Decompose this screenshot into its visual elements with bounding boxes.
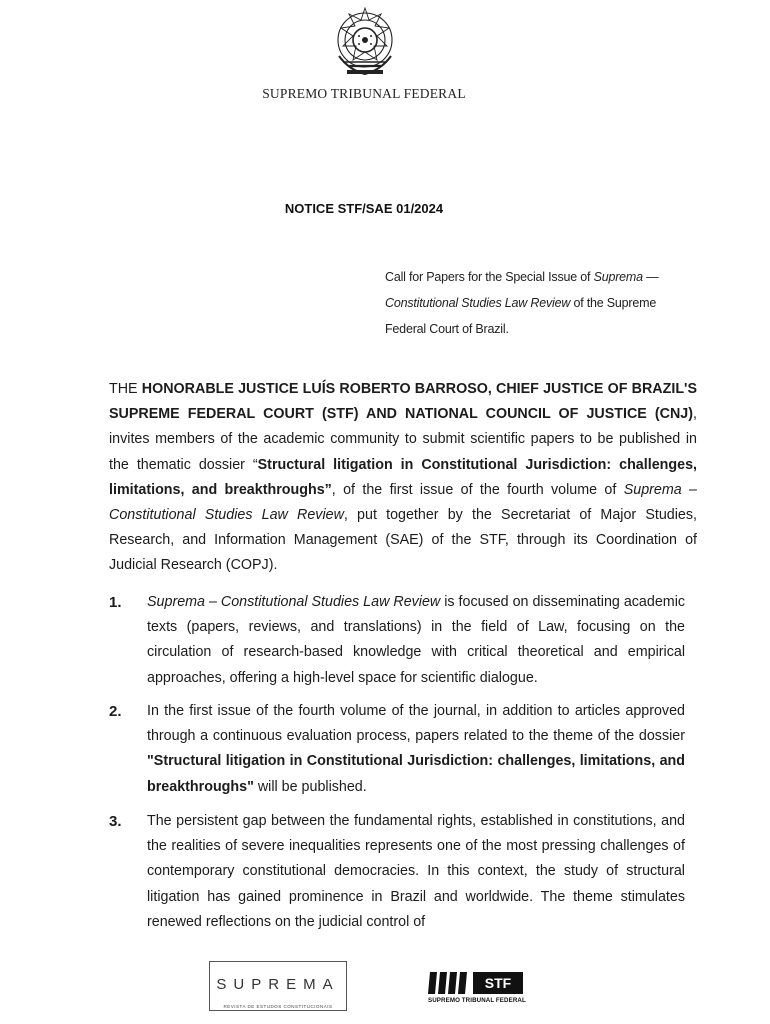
item-text — [147, 590, 685, 691]
intro-journal-name: Suprema – Constitutional Studies Law Review — [109, 481, 698, 524]
intro-bold-name: HONORABLE JUSTICE LUÍS ROBERTO BARROSO, CHIEF JUSTICE OF BRAZIL'S SUPREME FEDERAL COURT (STF) AND NATIONAL COUNCIL OF JUSTICE (CNJ) — [109, 381, 697, 423]
item-number: 2. — [109, 703, 122, 720]
item-2-bold-dossier: "Structural litigation in Constitutional Jurisdiction: challenges, limitations, and breakthroughs" — [147, 753, 685, 795]
item-number: 3. — [109, 813, 122, 830]
item-1-text: is focused on disseminating academic texts (papers, reviews, and translations) in the field of Law, focusing on the circulation of research-based knowledge with critical theoretical and empirical approaches, offering a high-level space for scientific dialogue. — [147, 594, 686, 686]
item-2-text-1: In the first issue of the fourth volume of the journal, in addition to articles approved through a continuous evaluation process, papers related to the theme of the dossier — [147, 703, 685, 745]
suprema-journal-logo — [209, 961, 347, 1011]
notice-title: NOTICE STF/SAE 01/2024 — [284, 201, 444, 216]
call-journal-name-a: Suprema — — [593, 270, 659, 284]
suprema-logo-subtitle: REVISTA DE ESTUDOS CONSTITUCIONAIS — [223, 1004, 333, 1009]
stf-logo-box: STF — [473, 972, 523, 994]
item-3-text: The persistent gap between the fundamental rights, established in constitutions, and the realities of severe inequalities represents one of the most pressing challenges of contemporary constitutional democracies. In this context, the study of structural litigation has gained prominence in Brazil and worldwide. The theme stimulates renewed reflections on the judicial control of — [147, 813, 685, 930]
intro-bold-dossier: Structural litigation in Constitutional Jurisdiction: challenges, limitations, and breakthroughs” — [109, 456, 697, 498]
item-text — [147, 699, 685, 800]
call-for-papers-subtitle — [385, 264, 685, 342]
call-text-pre: Call for Papers for the Special Issue of — [385, 270, 594, 284]
item-number: 1. — [109, 594, 122, 611]
intro-paragraph — [109, 377, 697, 579]
stf-logo-caption: SUPREMO TRIBUNAL FEDERAL — [428, 997, 526, 1004]
call-journal-name-b: Constitutional Studies Law Review — [385, 296, 571, 310]
intro-text-2: , invites members of the academic community to submit scientific papers to be published in the thematic dossier “ — [109, 406, 697, 473]
intro-text-3: , of the first issue of the fourth volume of — [331, 481, 624, 498]
call-text-post: of the Supreme Federal Court of Brazil. — [385, 296, 657, 336]
item-text — [147, 809, 685, 935]
brazil-coat-of-arms-icon — [329, 4, 401, 80]
suprema-logo-word: SUPREMA — [216, 976, 340, 993]
institution-name: SUPREMO TRIBUNAL FEDERAL — [262, 86, 466, 101]
stf-columns-icon — [428, 972, 470, 994]
stf-logo — [428, 970, 528, 1008]
item-1-journal-name: Suprema – Constitutional Studies Law Review — [147, 594, 441, 610]
intro-text-4: , put together by the Secretariat of Major Studies, Research, and Information Management (SAE) of the STF, through its Coordination of Judicial Research (COPJ). — [109, 507, 697, 574]
item-2-text-2: will be published. — [253, 778, 367, 795]
intro-text-1: THE — [109, 381, 142, 397]
